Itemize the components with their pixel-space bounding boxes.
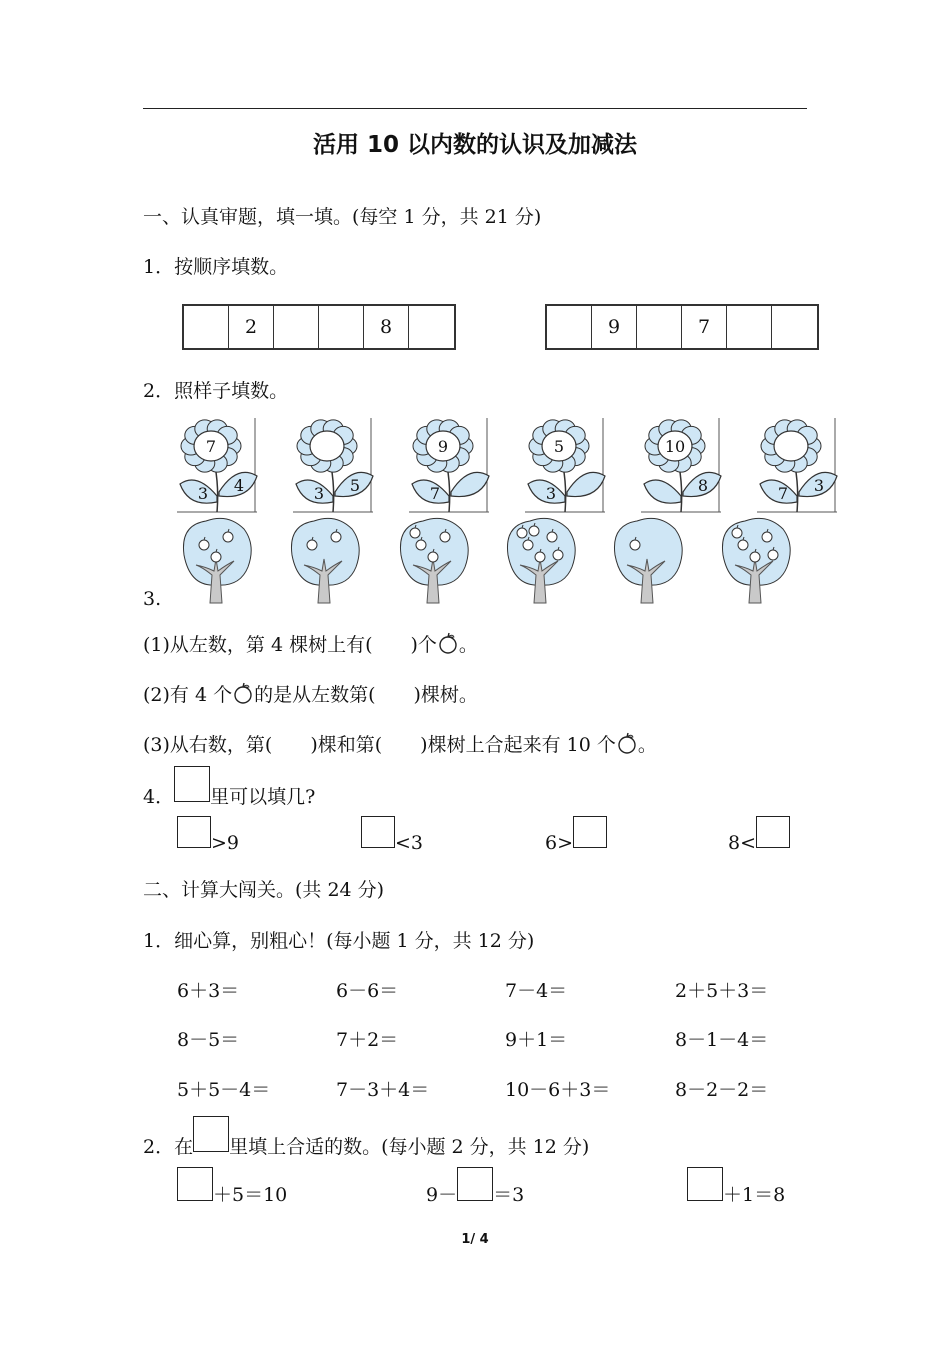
s2-q2-label-post: 里填上合适的数。(每小题 2 分，共 12 分) bbox=[229, 1136, 590, 1158]
q3-label: 3. bbox=[143, 588, 162, 610]
calc-item: 9＋1＝ bbox=[505, 1029, 568, 1051]
sequence-cell[interactable] bbox=[319, 306, 364, 348]
fill-eq-2 bbox=[426, 1167, 524, 1207]
flower-left-number[interactable]: 3 bbox=[545, 484, 557, 503]
q3-sub3-end: 。 bbox=[637, 734, 657, 756]
flower-left-number[interactable]: 3 bbox=[197, 484, 209, 503]
apple-tree bbox=[500, 515, 580, 605]
q4-item-text: 6> bbox=[545, 832, 574, 854]
calc-item: 2＋5＋3＝ bbox=[675, 980, 769, 1002]
q4-item-2 bbox=[361, 816, 423, 854]
answer-box[interactable] bbox=[457, 1167, 493, 1201]
answer-box[interactable] bbox=[756, 816, 790, 848]
apple-icon bbox=[437, 632, 459, 654]
answer-box-sample bbox=[174, 766, 210, 802]
answer-box[interactable] bbox=[573, 816, 607, 848]
q4-text: 里可以填几? bbox=[210, 786, 316, 808]
sequence-cell[interactable] bbox=[547, 306, 592, 348]
s2-q1-label: 1．细心算，别粗心！(每小题 1 分，共 12 分) bbox=[143, 930, 535, 952]
q3-sub2 bbox=[143, 680, 478, 707]
calc-item: 8－5＝ bbox=[177, 1029, 240, 1051]
answer-box-sample bbox=[193, 1116, 229, 1152]
sequence-cell[interactable]: 9 bbox=[592, 306, 637, 348]
apple-tree bbox=[176, 515, 256, 605]
q4-item-3 bbox=[545, 816, 607, 854]
s2-q2-label-pre: 2．在 bbox=[143, 1136, 194, 1158]
q1-label: 1．按顺序填数。 bbox=[143, 256, 289, 278]
q4-item-text: >9 bbox=[211, 832, 240, 854]
q3-sub1-end: 。 bbox=[458, 634, 478, 656]
page-number: 1/ 4 bbox=[461, 1232, 489, 1247]
fill-eq-3 bbox=[687, 1167, 785, 1207]
q3-sub3 bbox=[143, 730, 657, 757]
calc-item: 7＋2＝ bbox=[336, 1029, 399, 1051]
flower-right-number[interactable]: 3 bbox=[813, 476, 825, 495]
calc-item: 5＋5－4＝ bbox=[177, 1079, 271, 1101]
apple-tree bbox=[284, 515, 364, 605]
s2-q2-label bbox=[143, 1116, 589, 1159]
section2-heading: 二、计算大闯关。(共 24 分) bbox=[143, 879, 385, 901]
fill-eq-text: 9－ bbox=[426, 1184, 458, 1206]
calc-item: 7－4＝ bbox=[505, 980, 568, 1002]
fill-eq-text: ＋1＝8 bbox=[723, 1184, 786, 1206]
sequence-cell[interactable] bbox=[637, 306, 682, 348]
flower-left-number[interactable]: 3 bbox=[313, 484, 325, 503]
q4-item-text: <3 bbox=[395, 832, 424, 854]
sequence-row-1 bbox=[182, 304, 456, 350]
flower-card bbox=[409, 418, 491, 514]
sequence-cell[interactable] bbox=[727, 306, 772, 348]
flower-center-number[interactable]: 7 bbox=[205, 437, 217, 456]
answer-box[interactable] bbox=[177, 1167, 213, 1201]
sequence-cell[interactable]: 8 bbox=[364, 306, 409, 348]
flower-left-number[interactable]: 7 bbox=[429, 484, 441, 503]
flower-center-number[interactable]: 10 bbox=[664, 437, 686, 456]
flower-card bbox=[757, 418, 839, 514]
q3-sub2-end: 的是从左数第( )棵树。 bbox=[254, 684, 478, 706]
section1-heading: 一、认真审题，填一填。(每空 1 分，共 21 分) bbox=[143, 206, 542, 228]
flower-right-number[interactable]: 8 bbox=[697, 476, 709, 495]
q4-item-text: 8< bbox=[728, 832, 757, 854]
answer-box[interactable] bbox=[177, 816, 211, 848]
flower-card bbox=[525, 418, 607, 514]
sequence-row-2 bbox=[545, 304, 819, 350]
q3-sub1 bbox=[143, 630, 478, 657]
flower-card bbox=[177, 418, 259, 514]
apple-tree bbox=[607, 515, 687, 605]
apple-icon bbox=[616, 732, 638, 754]
fill-eq-text: ＝3 bbox=[493, 1184, 525, 1206]
apple-tree bbox=[715, 515, 795, 605]
apple-tree bbox=[393, 515, 473, 605]
q3-sub1-text: (1)从左数，第 4 棵树上有( )个 bbox=[143, 634, 437, 656]
sequence-cell[interactable] bbox=[274, 306, 319, 348]
top-rule bbox=[143, 108, 807, 109]
fill-eq-1 bbox=[177, 1167, 287, 1207]
flower-right-number[interactable]: 5 bbox=[349, 476, 361, 495]
flower-card bbox=[641, 418, 723, 514]
sequence-cell[interactable] bbox=[184, 306, 229, 348]
sequence-cell[interactable] bbox=[409, 306, 454, 348]
page-title: 活用 10 以内数的认识及加减法 bbox=[312, 132, 638, 158]
answer-box[interactable] bbox=[687, 1167, 723, 1201]
sequence-cell[interactable]: 7 bbox=[682, 306, 727, 348]
flower-right-number[interactable]: 4 bbox=[233, 476, 245, 495]
flower-center-number[interactable]: 5 bbox=[553, 437, 565, 456]
sequence-cell[interactable]: 2 bbox=[229, 306, 274, 348]
answer-box[interactable] bbox=[361, 816, 395, 848]
q3-sub3-text: (3)从右数，第( )棵和第( )棵树上合起来有 10 个 bbox=[143, 734, 616, 756]
q3-sub2-text: (2)有 4 个 bbox=[143, 684, 233, 706]
q4-number: 4． bbox=[143, 786, 175, 808]
fill-eq-text: ＋5＝10 bbox=[213, 1184, 288, 1206]
calc-item: 10－6＋3＝ bbox=[505, 1079, 611, 1101]
q4-label bbox=[143, 766, 315, 809]
sequence-cell[interactable] bbox=[772, 306, 817, 348]
calc-item: 8－1－4＝ bbox=[675, 1029, 769, 1051]
flower-left-number[interactable]: 7 bbox=[777, 484, 789, 503]
q4-item-1 bbox=[177, 816, 239, 854]
flower-card bbox=[293, 418, 375, 514]
flower-center-number[interactable]: 9 bbox=[437, 437, 449, 456]
apple-icon bbox=[232, 682, 254, 704]
q2-label: 2．照样子填数。 bbox=[143, 380, 289, 402]
calc-item: 8－2－2＝ bbox=[675, 1079, 769, 1101]
calc-item: 6－6＝ bbox=[336, 980, 399, 1002]
q4-item-4 bbox=[728, 816, 790, 854]
calc-item: 7－3＋4＝ bbox=[336, 1079, 430, 1101]
calc-item: 6＋3＝ bbox=[177, 980, 240, 1002]
